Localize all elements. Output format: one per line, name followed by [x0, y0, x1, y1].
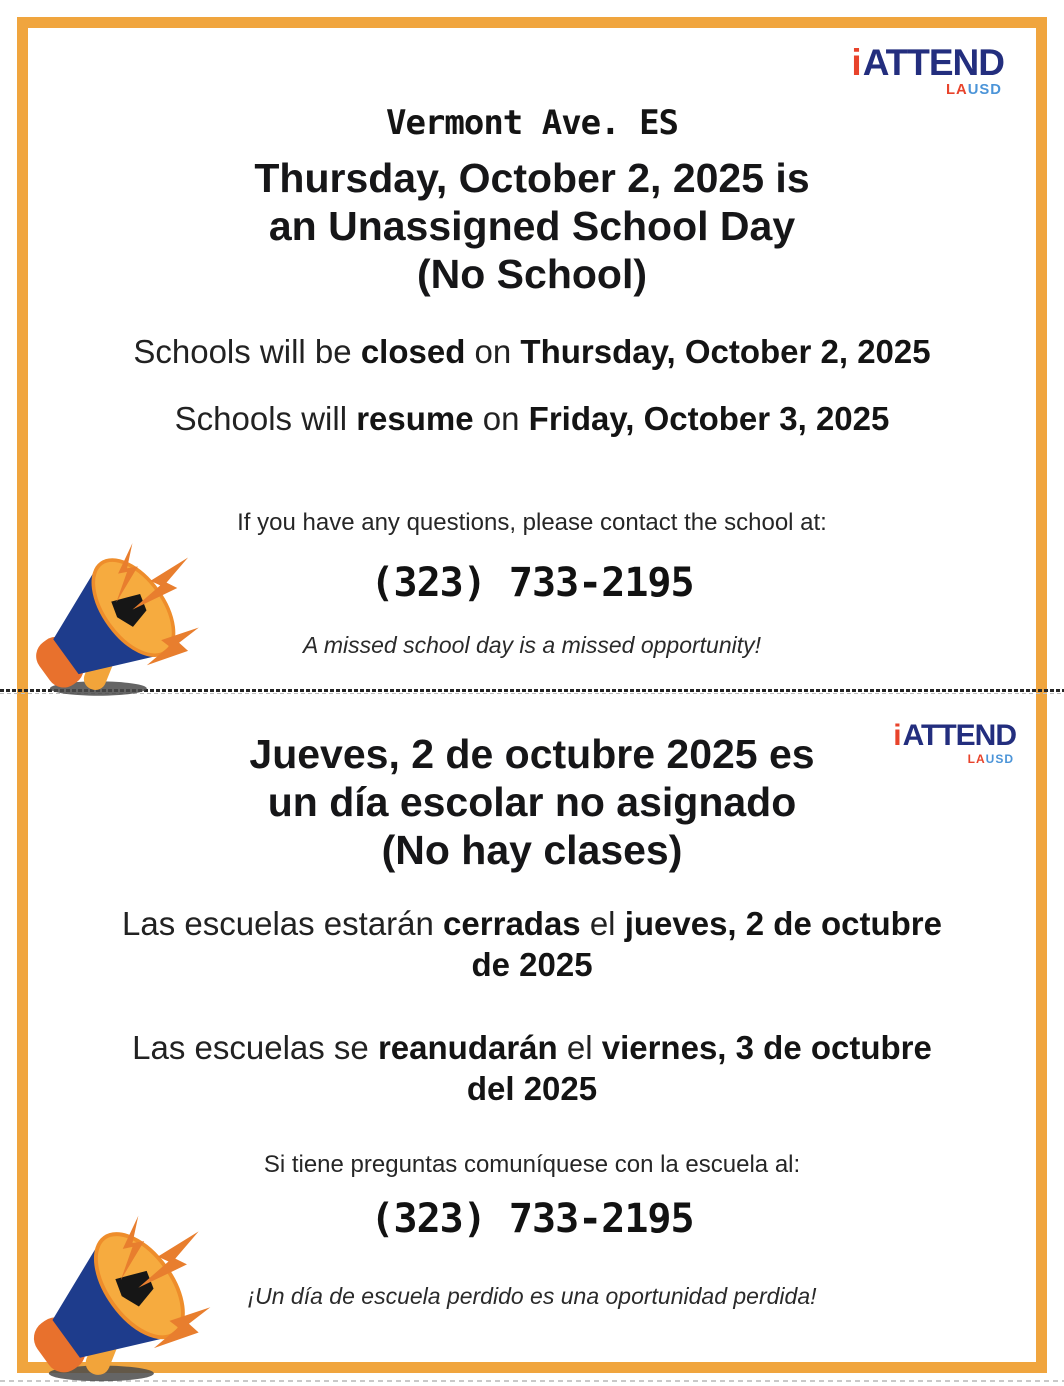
english-resume-line [0, 400, 1064, 438]
text-segment: el [580, 905, 625, 942]
logo-la-text: LA [967, 752, 986, 766]
spanish-tagline: ¡Un día de escuela perdido es una oportunidad perdida! [247, 1283, 817, 1309]
text-segment: Las escuelas estarán [122, 905, 444, 942]
iattend-lausd-logo [851, 44, 1004, 98]
logo-i-letter: i [893, 719, 901, 752]
school-name: Vermont Ave. ES [385, 103, 679, 143]
english-heading-line1: Thursday, October 2, 2025 is [254, 155, 810, 201]
iattend-wordmark [851, 44, 1004, 81]
english-closed-line [0, 333, 1064, 371]
lausd-wordmark [946, 83, 1002, 98]
spanish-heading-line1: Jueves, 2 de octubre 2025 es [249, 731, 815, 777]
english-heading-line3: (No School) [416, 250, 648, 297]
text-segment-bold: cerradas [443, 905, 581, 942]
text-segment: Schools will be [133, 333, 361, 370]
logo-la-text: LA [946, 82, 968, 98]
spanish-heading [0, 731, 1064, 875]
spanish-resume-line [122, 1027, 942, 1110]
spanish-heading-line2: un día escolar no asignado [267, 778, 797, 825]
english-heading-line2: an Unassigned School Day [268, 202, 796, 249]
english-phone-number: (323) 733-2195 [370, 560, 694, 606]
megaphone-icon [12, 536, 208, 702]
logo-usd-text: USD [985, 752, 1014, 766]
logo-attend-text: ATTEND [902, 719, 1016, 752]
megaphone-icon [8, 1208, 220, 1386]
logo-attend-text: ATTEND [862, 42, 1004, 83]
text-segment-bold: viernes, 3 de octubre del 2025 [466, 1029, 932, 1108]
text-segment-bold: resume [356, 400, 474, 437]
english-tagline: A missed school day is a missed opportunity! [302, 632, 762, 658]
spanish-contact-line: Si tiene preguntas comuníquese con la escuela al: [263, 1151, 801, 1178]
english-heading [0, 155, 1064, 299]
text-segment: on [465, 333, 521, 370]
text-segment: Las escuelas se [132, 1029, 378, 1066]
text-segment: el [557, 1029, 602, 1066]
spanish-phone-number: (323) 733-2195 [370, 1196, 694, 1242]
text-segment-bold: Friday, October 3, 2025 [528, 400, 890, 437]
text-segment: Schools will [174, 400, 357, 437]
text-segment-bold: closed [360, 333, 466, 370]
text-segment-bold: jueves, 2 de octubre de 2025 [471, 905, 942, 984]
text-segment-bold: reanudarán [377, 1029, 558, 1066]
text-segment-bold: Thursday, October 2, 2025 [520, 333, 931, 370]
spanish-heading-line3: (No hay clases) [381, 826, 683, 873]
logo-usd-text: USD [967, 82, 1002, 98]
spanish-closed-line [122, 903, 942, 986]
text-segment: on [473, 400, 529, 437]
english-contact-line: If you have any questions, please contact the school at: [237, 509, 827, 536]
logo-i-letter: i [851, 42, 861, 83]
